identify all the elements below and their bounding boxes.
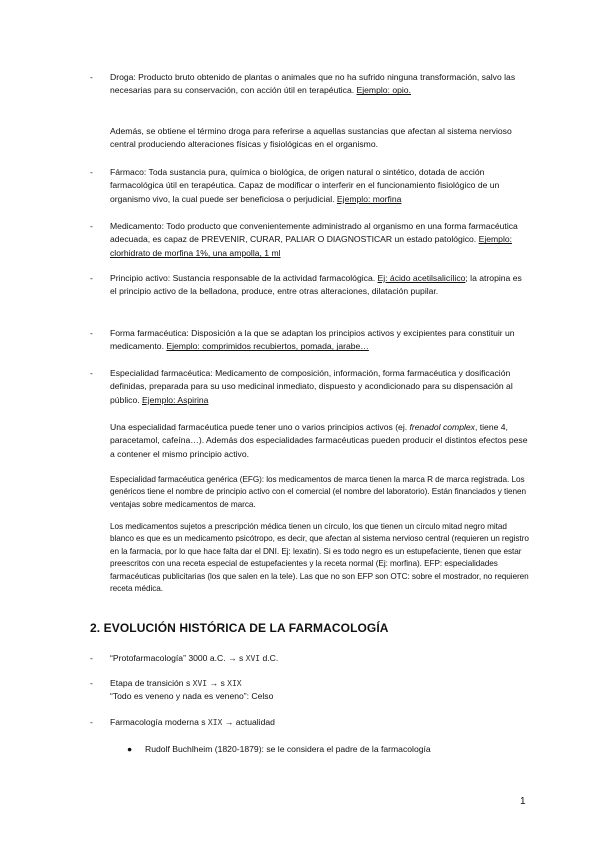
definition-text: Fármaco: Toda sustancia pura, química o biológica, de origen natural o sintético, dotada de acción farmacológica útil en terapéutica. Capaz de modificar o interferir en el funcionamiento fisiológico de un organismo vivo, la cual puede ser beneficiosa o perjudicial.	[110, 167, 500, 204]
definition-example: Ejemplo: opio.	[356, 85, 411, 96]
list-dash: -	[90, 328, 93, 338]
definition-text: Droga: Producto bruto obtenido de plantas o animales que no ha sufrido ninguna transformación, salvo las necesarias para su conservación, con acción útil en terapéutica.	[110, 72, 516, 96]
list-dash: -	[90, 368, 93, 378]
roman-numeral: XVI	[245, 654, 261, 663]
definition-forma-farmaceutica	[90, 327, 530, 354]
history-item	[90, 716, 530, 729]
definition-text: Forma farmacéutica: Disposición a la que se adaptan los principios activos y excipientes para constituir un medicamento.	[110, 328, 515, 352]
history-item	[90, 677, 530, 704]
bullet-dot-icon: ●	[127, 744, 133, 754]
especialidad-paragraph	[110, 421, 530, 461]
history-text: d.C.	[260, 653, 279, 663]
receta-paragraph: Los medicamentos sujetos a prescripción médica tienen un círculo, los que tienen un círculo mitad negro mitad blanco es que es un medicamento psicótropo, es decir, que afectan al sistema nervioso central (requieren un registro en la farmacia, por lo que hace falta dar el DNI. Ej: lexatin). Si es todo negro es un estupefaciente, tienen que estar preescritos con una receta especial de estupefacientes y la receta normal (Ej: morfina). EFP: especialidades farmacéuticas publicitarias (los que salen en la tele). Las que no son EFP son OTC: sobre el mostrador, no requieren receta médica.	[110, 522, 529, 594]
definition-especialidad	[90, 367, 530, 407]
list-dash: -	[90, 273, 93, 283]
list-dash: -	[90, 653, 93, 663]
definition-text: Principio activo: Sustancia responsable de la actividad farmacológica.	[110, 273, 378, 283]
especialidad-text-post: , tiene 4, paracetamol, cafeína…). Además dos especialidades farmacéuticas pueden producir el distintos efectos pese a contener el mismo principio activo.	[110, 422, 528, 459]
list-dash: -	[90, 72, 93, 82]
definition-example: Ejemplo: comprimidos recubiertos, pomada, jarabe…	[166, 341, 369, 352]
section-title: EVOLUCIÓN HISTÓRICA DE LA FARMACOLOGÍA	[103, 621, 389, 635]
list-dash: -	[90, 717, 93, 727]
definition-principio-activo	[90, 272, 530, 299]
history-text: actualidad	[235, 717, 275, 727]
especialidad-text-italic: frenadol complex	[409, 422, 475, 432]
history-item	[90, 652, 530, 665]
section-number: 2.	[90, 621, 101, 635]
list-dash: -	[90, 221, 93, 231]
roman-numeral: XVI	[192, 679, 208, 688]
definition-example: Ej: ácido acetilsalicílico	[377, 273, 466, 283]
especialidad-text-pre: Una especialidad farmacéutica puede tener uno o varios principios activos (ej.	[110, 422, 410, 432]
history-text: Etapa de transición s	[110, 678, 193, 688]
arrow-icon: →	[222, 717, 236, 727]
definition-medicamento	[90, 220, 530, 260]
definition-after-text: ; la atropina es el principio activo de la belladona, produce, entre otras alteraciones, dilatación pupilar.	[110, 273, 522, 297]
history-text: s	[220, 678, 228, 688]
definition-example: Ejemplo: clorhidrato de morfina 1%, una ampolla, 1 ml	[110, 234, 513, 258]
history-quote: “Todo es veneno y nada es veneno”: Celso	[110, 691, 274, 702]
history-subitem	[127, 743, 431, 756]
history-subitem-text: Rudolf Buchlheim (1820-1879): se le considera el padre de la farmacología	[145, 744, 431, 754]
history-text: “Protofarmacología” 3000 a.C.	[110, 653, 226, 663]
definition-text: Medicamento: Todo producto que convenientemente administrado al organismo en una forma farmacéutica adecuada, es capaz de PREVENIR, CURAR, PALIAR O DIAGNOSTICAR un estado patológico.	[110, 221, 518, 245]
definition-droga	[90, 71, 530, 98]
list-dash: -	[90, 167, 93, 177]
arrow-icon: →	[207, 678, 221, 688]
section-heading	[90, 621, 389, 635]
roman-numeral: XIX	[227, 679, 242, 688]
history-text: Farmacología moderna s	[110, 717, 208, 727]
history-text: s	[238, 653, 246, 663]
definition-example: Ejemplo: morfina	[336, 193, 402, 204]
droga-extra-paragraph: Además, se obtiene el término droga para referirse a aquellas sustancias que afectan al sistema nervioso central produciendo alteraciones físicas y fisiológicas en el organismo.	[110, 126, 512, 150]
definition-farmaco	[90, 166, 530, 206]
list-dash: -	[90, 678, 93, 688]
definition-text: Especialidad farmacéutica: Medicamento de composición, información, forma farmacéutica y dosificación definidas, preparada para su uso medicinal inmediato, dispuesto y acondicionado para su dispensación al público.	[110, 368, 513, 405]
efg-paragraph: Especialidad farmacéutica genérica (EFG): los medicamentos de marca tienen la marca R de marca registrada. Los genéricos tiene el nombre de principio activo con el comercial (el nombre del laboratorio). Están financiados y tienen ventajas sobre medicamentos de marca.	[110, 475, 526, 509]
roman-numeral: XIX	[207, 718, 223, 727]
definition-example: Ejemplo: Aspirina	[142, 394, 209, 405]
arrow-icon: →	[225, 653, 239, 663]
page-number: 1	[520, 796, 526, 807]
